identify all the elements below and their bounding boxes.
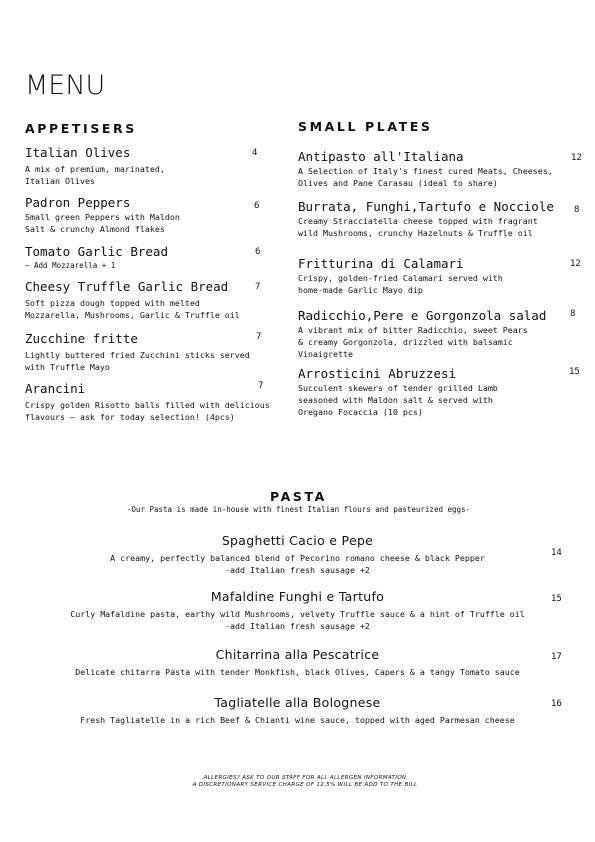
item-price: 6 [254,201,260,211]
item-price: 8 [574,205,580,215]
item-name: Chitarrina alla Pescatrice [215,647,380,662]
item-name: Antipasto all'Italiana [298,149,464,164]
item-name: Cheesy Truffle Garlic Bread [25,279,229,294]
item-price: 15 [569,367,580,377]
item-name: Radicchio,Pere e Gorgonzola salad [298,308,547,323]
item-description: Crispy golden Risotto balls filled with delicious flavours – ask for today selection! (4pcs) [25,400,270,422]
menu-title: MENU [25,70,106,101]
item-description: A creamy, perfectly balanced blend of Pecorino romano cheese & black Pepper -add Italian fresh sausage +2 [110,553,485,575]
item-price: 7 [258,381,264,391]
item-description: Small green Peppers with Maldon Salt & crunchy Almond flakes [25,212,180,234]
menu-item-tomato-garlic-bread [25,244,168,272]
item-description: Creamy Stracciatella cheese topped with fragrant wild Mushrooms, crunchy Hazelnuts & Truffle oil [298,216,538,238]
item-name: Tagliatelle alla Bolognese [214,695,381,710]
menu-item-italian-olives [25,145,165,187]
item-price: 6 [255,247,261,257]
appetisers-heading: APPETISERS [25,121,137,136]
item-price: 12 [570,259,581,269]
item-description: Crispy, golden-fried Calamari served with home-made Garlic Mayo dip [298,273,503,295]
item-price: 15 [551,594,562,604]
item-description: A mix of premium, marinated, Italian Olives [25,164,165,186]
menu-item-cheesy-truffle-garlic-bread [25,279,240,321]
pasta-item-chitarrina [30,647,565,678]
item-name: Padron Peppers [25,195,131,210]
item-description: A vibrant mix of bitter Radicchio, sweet Pears & creamy Gorgonzola, drizzled with balsamic Vinaigrette [298,325,528,359]
item-description: Lightly buttered fried Zucchini sticks served with Truffle Mayo [25,350,250,372]
item-price: 14 [551,548,562,558]
pasta-subtitle: -Our Pasta is made in-house with finest Italian flours and pasteurized eggs- [126,505,471,514]
item-name: Tomato Garlic Bread [25,244,168,259]
item-price: 7 [255,282,261,292]
item-name: Fritturina di Calamari [298,256,464,271]
menu-item-antipasto [298,149,553,189]
item-description: A Selection of Italy's finest cured Meats, Cheeses, Olives and Pane Carasau (ideal to share) [298,166,553,188]
item-name: Mafaldine Funghi e Tartufo [210,589,385,604]
item-description: Fresh Tagliatelle in a rich Beef & Chianti wine sauce, topped with aged Parmesan cheese [80,715,515,725]
item-name: Italian Olives [25,145,131,160]
menu-item-zucchine-fritte [25,331,250,373]
pasta-item-bolognese [30,695,565,726]
menu-item-padron-peppers [25,195,180,235]
pasta-heading: PASTA [270,489,327,504]
menu-item-arrosticini [298,366,498,418]
menu-item-fritturina [298,256,503,296]
item-price: 8 [570,309,576,319]
menu-item-arancini [25,381,270,423]
pasta-item-mafaldine [30,589,565,632]
menu-item-burrata [298,199,554,239]
item-price: 7 [256,332,262,342]
menu-item-radicchio-salad [298,308,546,360]
item-description: Soft pizza dough topped with melted Mozzarella, Mushrooms, Garlic & Truffle oil [25,298,240,320]
service-charge-notice: A DISCRETIONARY SERVICE CHARGE OF 12.5% WILL BE ADD TO THE BILL [192,782,418,788]
small-plates-heading: SMALL PLATES [298,119,433,134]
item-price: 16 [551,699,562,709]
pasta-item-cacio-e-pepe [40,533,555,576]
item-description: Delicate chitarra Pasta with tender Monkfish, black Olives, Capers & a tangy Tomato sauce [75,667,520,677]
item-name: Spaghetti Cacio e Pepe [221,533,374,548]
item-name: Burrata, Funghi,Tartufo e Nocciole [298,199,554,214]
item-description: Succulent skewers of tender grilled Lamb seasoned with Maldon salt & served with Oregano Focaccia (10 pcs) [298,383,498,417]
item-price: 12 [571,153,582,163]
item-name: Arrosticini Abruzzesi [298,366,457,381]
footer-notice [0,775,595,789]
item-name: Arancini [25,381,86,396]
item-price: 17 [551,652,562,662]
item-description: – Add Mozzarella + 1 [25,261,116,270]
item-name: Zucchine fritte [25,331,138,346]
item-price: 4 [252,148,258,158]
allergy-notice: ALLERGIES? ASK TO OUR STAFF FOR ALL ALLERGEN INFORMATION [203,775,407,781]
item-description: Curly Mafaldine pasta, earthy wild Mushrooms, velvety Truffle sauce & a hint of Truffle oil -add Italian fresh sausage +2 [70,609,525,631]
